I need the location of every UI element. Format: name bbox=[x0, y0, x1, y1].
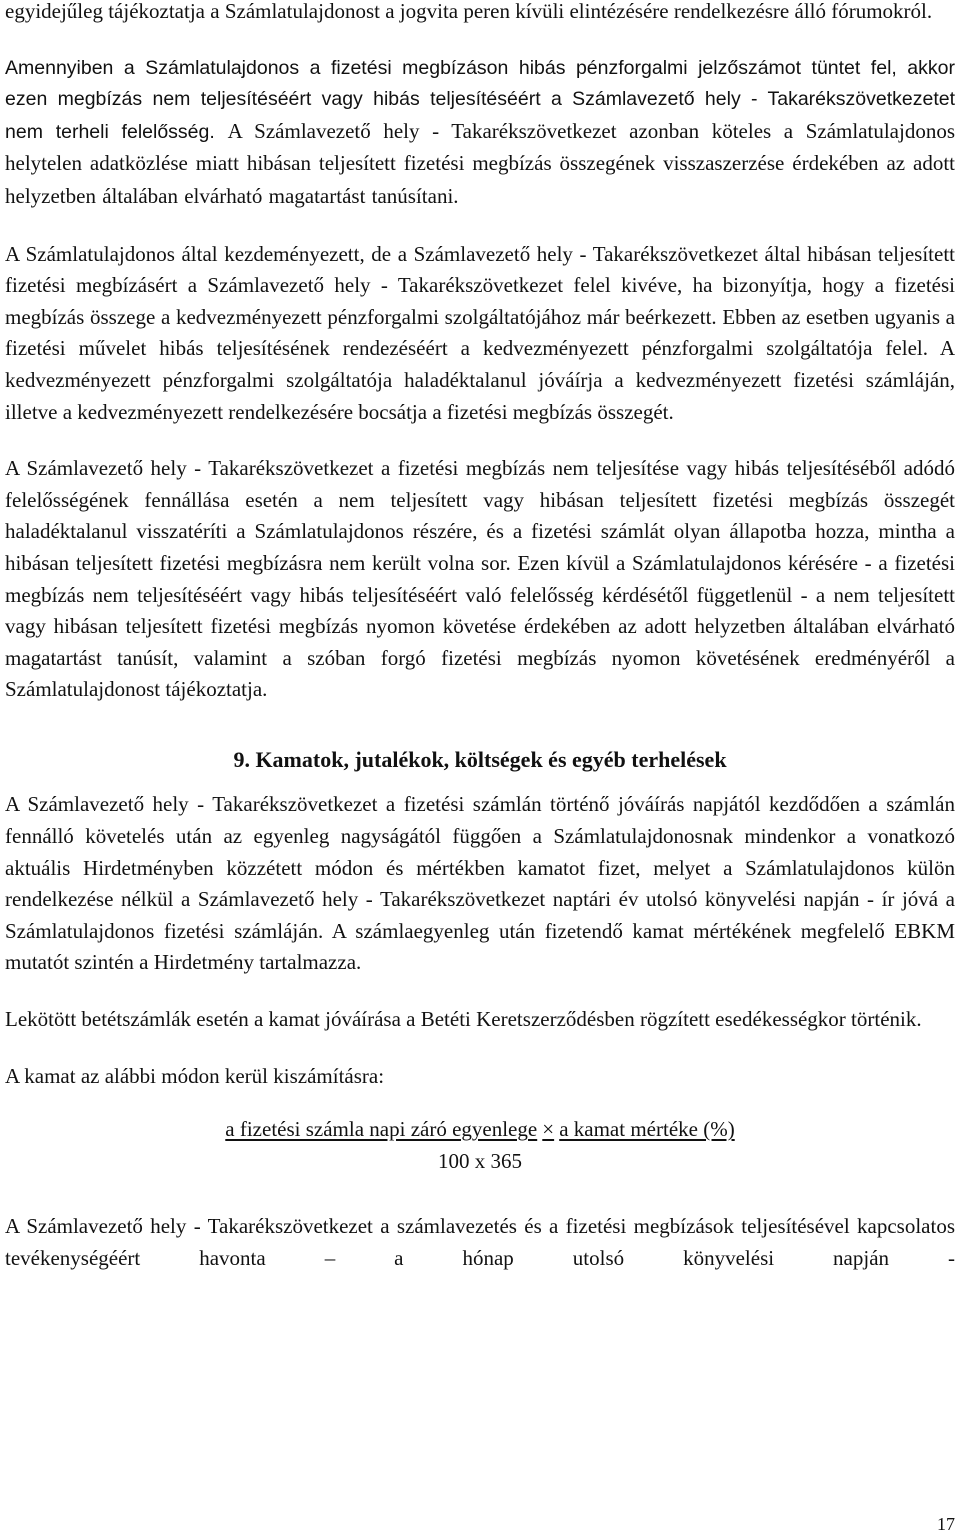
wrong-identifier-serif-text: A Számlavezető hely - Takarékszövetkezet azonban köteles a Számlatulajdonos helytelen adatközlése miatt hibásan teljesített fizetési megbízás összegének visszaszerzése érdekében az adott helyzetben általában elvárható magatartást tanúsítani. bbox=[5, 118, 956, 208]
wrong-identifier-paragraph bbox=[5, 53, 955, 214]
intro-paragraph: egyidejűleg tájékoztatja a Számlatulajdonost a jogvita peren kívüli elintézésére rendelkezésre álló fórumokról. bbox=[5, 0, 933, 23]
formula-numerator bbox=[5, 1114, 955, 1146]
document-page bbox=[5, 0, 955, 1300]
calculation-intro: A kamat az alábbi módon kerül kiszámításra: bbox=[5, 1063, 385, 1088]
formula-numerator-right: a kamat mértéke (%) bbox=[559, 1117, 735, 1142]
monthly-fee-paragraph: A Számlavezető hely - Takarékszövetkezet a számlavezetés és a fizetési megbízások teljesítésével kapcsolatos tevékenységéért havonta – a hónap utolsó könyvelési napján - bbox=[5, 1214, 955, 1270]
liability-paragraph: A Számlavezető hely - Takarékszövetkezet a fizetési megbízás nem teljesítése vagy hibás teljesítéséből adódó felelősségének fennállása esetén a nem teljesített vagy hibásan teljesített fizetési megbízás összegét haladéktalanul visszatéríti a Számlatulajdonos részére, és a fizetési számlát olyan állapotba hozza, mintha a hibásan teljesített fizetési megbízásra nem került volna sor. Ezen kívül a Számlatulajdonos kérésére - a fizetési megbízás nem teljesítéséért vagy hibás teljesítéséért való felelősség kérdésétől függetlenül - a nem teljesített vagy hibásan teljesített fizetési megbízás nyomon követése érdekében az adott helyzetben általában elvárható magatartást tanúsít, valamint a szóban forgó fizetési megbízás nyomon követésének eredményéről a Számlatulajdonost tájékoztatja. bbox=[5, 456, 955, 702]
initiated-payment-paragraph: A Számlatulajdonos által kezdeményezett, de a Számlavezető hely - Takarékszövetkezet által hibásan teljesített fizetési megbízásért a Számlavezető hely - Takarékszövetkezet felel kivéve, ha bizonyítja, hogy a fizetési megbízás összege a kedvezményezett pénzforgalmi szolgáltatójához már beérkezett. Ebben az esetben ugyanis a fizetési művelet hibás teljesítésének rendezéséért a kedvezményezett pénzforgalmi szolgáltatója felel. A kedvezményezett pénzforgalmi szolgáltatója haladéktalanul jóváírja a kedvezményezett fizetési számláján, illetve a kedvezményezett rendelkezésére bocsátja a fizetési megbízás összegét. bbox=[5, 241, 955, 424]
multiply-icon: × bbox=[542, 1117, 555, 1142]
interest-formula bbox=[5, 1114, 955, 1177]
page-number: 17 bbox=[937, 1514, 955, 1534]
formula-denominator: 100 x 365 bbox=[438, 1148, 522, 1173]
interest-paragraph: A Számlavezető hely - Takarékszövetkezet a fizetési számlán történő jóváírás napjától kezdődően a számlán fennálló követelés után az egyenleg nagyságától függően a Számlatulajdonosnak mindenkor a vonatkozó aktuális Hirdetményben közzétett módon és mértékben kamatot fizet, melyet a Számlatulajdonos külön rendelkezése nélkül a Számlavezető hely - Takarékszövetkezet naptári év utolsó könyvelési napján - ír jóvá a Számlatulajdonos fizetési számláján. A számlaegyenleg után fizetendő kamat mértékének megfelelő EBKM mutatót szintén a Hirdetmény tartalmazza. bbox=[5, 792, 955, 975]
section-heading: 9. Kamatok, jutalékok, költségek és egyéb terhelések bbox=[233, 746, 727, 772]
wrong-identifier-sans-text: Amennyiben a Számlatulajdonos a fizetési megbízáson hibás pénzforgalmi jelzőszámot tüntet fel, akkor ezen megbízás nem teljesítéséért vagy hibás teljesítéséért a Számlavezető hely - Takarékszövetkezetet nem terheli felelősség. bbox=[5, 56, 955, 143]
deposit-paragraph: Lekötött betétszámlák esetén a kamat jóváírása a Betéti Keretszerződésben rögzített esedékességkor történik. bbox=[5, 1007, 922, 1032]
formula-numerator-left: a fizetési számla napi záró egyenlege bbox=[225, 1117, 538, 1142]
